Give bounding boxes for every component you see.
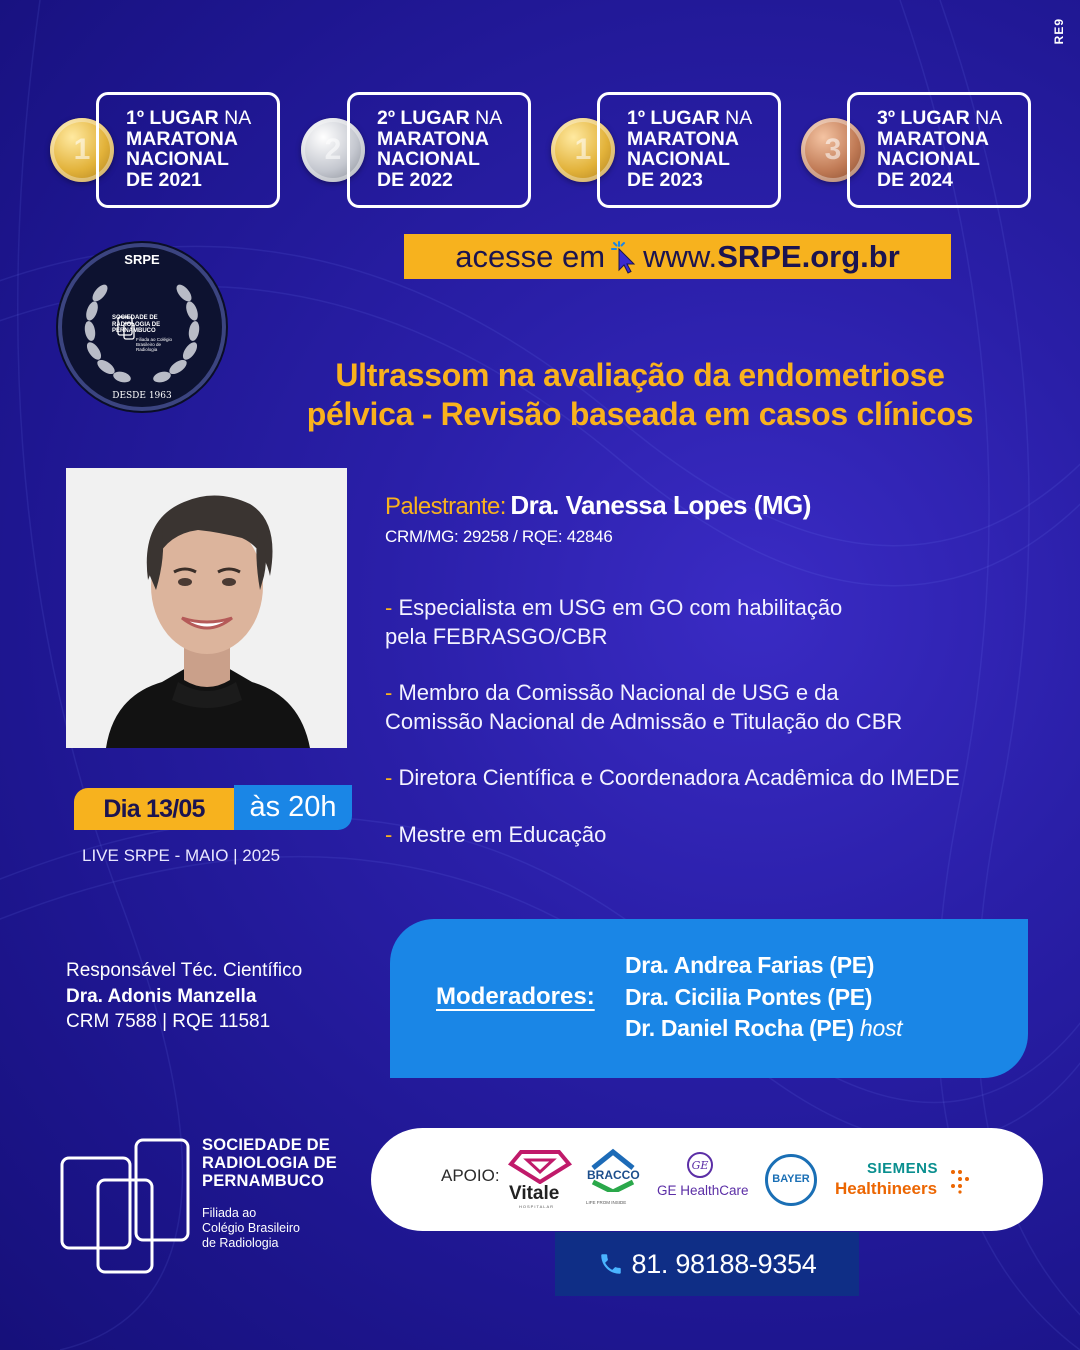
speaker-portrait-icon <box>66 468 347 748</box>
contact-phone[interactable] <box>555 1232 859 1296</box>
speaker-role: Palestrante: <box>385 493 506 520</box>
srpe-seal-logo <box>58 243 226 411</box>
vitale-logo: Vitale HOSPITALAR <box>507 1150 573 1210</box>
srpe-logo-icon <box>60 1138 192 1274</box>
list-item: Dr. Daniel Rocha (PE) host <box>625 1015 903 1041</box>
moderators-list <box>625 950 902 1045</box>
bayer-logo: BAYER <box>765 1154 817 1206</box>
sponsors-label: APOIO: <box>441 1166 500 1185</box>
speaker-photo <box>66 468 347 748</box>
award-2021 <box>50 92 282 208</box>
speaker-info <box>385 490 1045 547</box>
list-item: - Mestre em Educação <box>385 821 607 847</box>
resp-name: Dra. Adonis Manzella <box>66 985 257 1007</box>
moderators-panel <box>390 919 1028 1078</box>
phone-number: 81. 98188-9354 <box>631 1248 817 1279</box>
list-item: Dra. Andrea Farias (PE) <box>625 952 875 978</box>
ge-healthcare-logo: GE GE HealthCare <box>657 1150 747 1206</box>
site-prefix: acesse em <box>455 238 606 274</box>
award-text: 3º LUGAR NA MARATONA NACIONAL DE 2024 <box>877 107 1003 191</box>
event-time: às 20h <box>234 785 352 830</box>
list-item: - Diretora Científica e Coordenadora Acadêmica do IMEDE <box>385 765 960 790</box>
resp-crm: CRM 7588 | RQE 11581 <box>66 1011 271 1032</box>
event-date-badge <box>74 785 352 830</box>
website-link[interactable] <box>404 234 951 279</box>
org-affiliation: Filiada ao Colégio Brasileiro de Radiologia <box>202 1206 300 1250</box>
org-name: SOCIEDADE DE RADIOLOGIA DE PERNAMBUCO <box>202 1136 337 1190</box>
bracco-logo: BRACCO LIFE FROM INSIDE <box>583 1148 643 1210</box>
resp-label: Responsável Téc. Científico <box>66 960 303 981</box>
vitale-mark-icon <box>507 1150 573 1184</box>
award-2022 <box>301 92 533 208</box>
seal-org-name: SOCIEDADE DE RADIOLOGIA DE PERNAMBUCO <box>112 315 161 334</box>
medal-icon: 3 <box>801 118 865 182</box>
speaker-credentials <box>385 594 1045 877</box>
award-text: 2º LUGAR NA MARATONA NACIONAL DE 2022 <box>377 107 503 191</box>
list-item: Dra. Cicilia Pontes (PE) <box>625 983 873 1010</box>
phone-icon <box>598 1251 624 1277</box>
speaker-crm: CRM/MG: 29258 / RQE: 42846 <box>385 527 613 546</box>
cursor-click-icon <box>611 240 637 274</box>
medal-icon: 1 <box>551 118 615 182</box>
medal-icon: 1 <box>50 118 114 182</box>
corner-tag: RE9 <box>1052 18 1066 45</box>
award-text: 1º LUGAR NA MARATONA NACIONAL DE 2023 <box>627 107 753 191</box>
speaker-name: Dra. Vanessa Lopes (MG) <box>510 490 811 520</box>
siemens-healthineers-logo: SIEMENS Healthineers <box>833 1160 983 1204</box>
sponsors-bar <box>371 1128 1043 1231</box>
host-tag: host <box>859 1015 903 1041</box>
site-url: www.SRPE.org.br <box>643 238 900 274</box>
award-2023 <box>551 92 783 208</box>
event-day: Dia 13/05 <box>74 788 234 830</box>
siemens-dots-icon <box>949 1168 971 1194</box>
moderators-label: Moderadores: <box>436 983 595 1010</box>
seal-bottom-text: DESDE 1963 <box>112 391 172 401</box>
list-item: - Especialista em USG em GO com habilitação pela FEBRASGO/CBR <box>385 595 843 649</box>
responsavel-tecnico <box>66 958 302 1035</box>
event-title: Ultrassom na avaliação da endometriose pélvica - Revisão baseada em casos clínicos <box>306 357 974 432</box>
live-label: LIVE SRPE - MAIO | 2025 <box>82 846 281 865</box>
medal-icon: 2 <box>301 118 365 182</box>
seal-top-text: SRPE <box>124 252 160 267</box>
seal-org-sub: Filiada ao Colégio Brasileiro de Radiologia <box>136 337 173 352</box>
award-2024 <box>801 92 1033 208</box>
list-item: - Membro da Comissão Nacional de USG e da Comissão Nacional de Admissão e Titulação do CBR <box>385 680 903 734</box>
award-text: 1º LUGAR NA MARATONA NACIONAL DE 2021 <box>126 107 252 191</box>
